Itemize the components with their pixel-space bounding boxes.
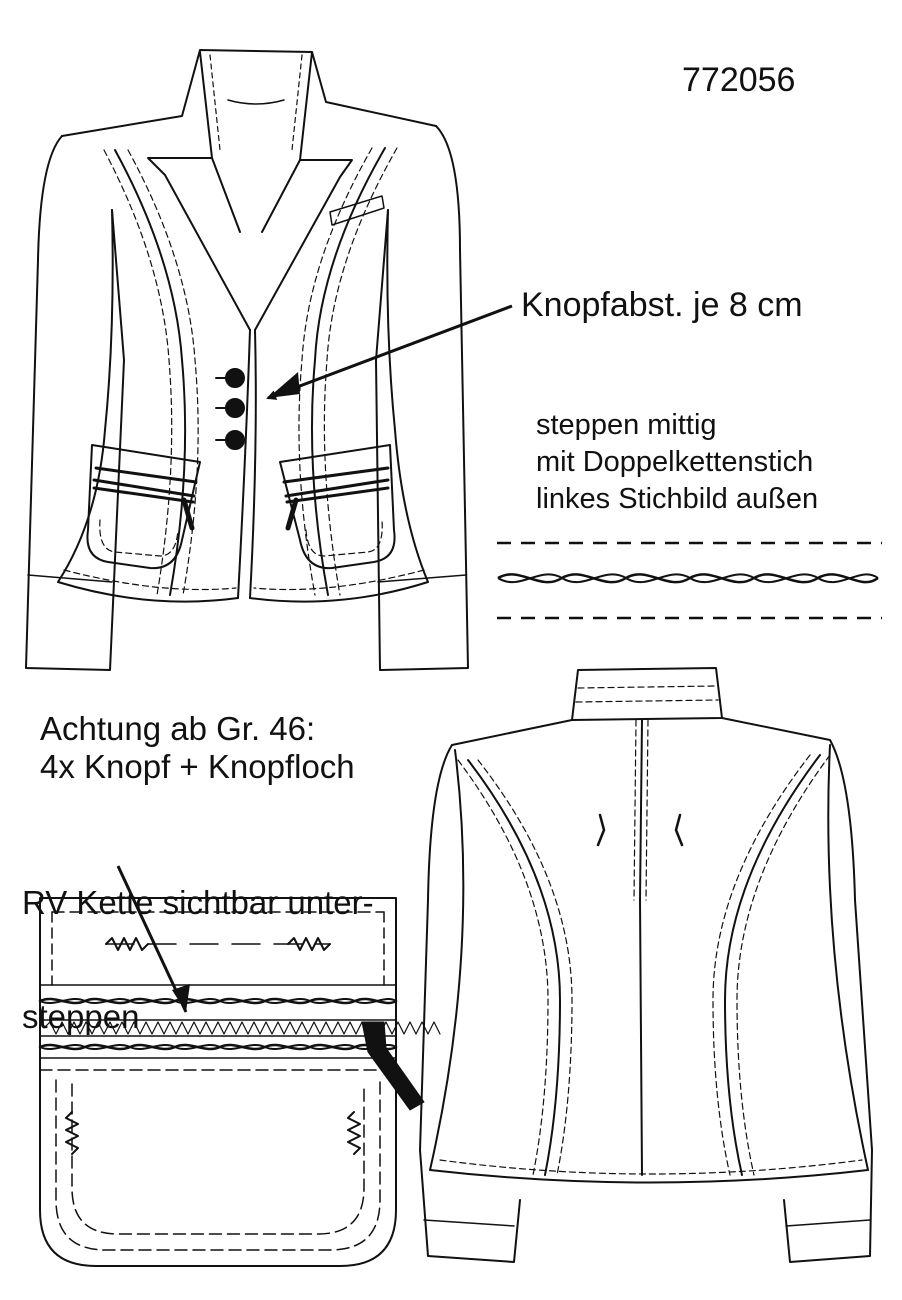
back-jacket-drawing [420,668,872,1262]
zipper-note-line: steppen [22,997,140,1035]
button-spacing-note: Knopfabst. je 8 cm [521,286,803,324]
size-note [40,710,355,786]
model-number: 772056 [682,61,796,99]
size-note-line: Achtung ab Gr. 46: [40,710,316,747]
zipper-note-line: RV Kette sichtbar unter- [22,883,374,921]
size-note-line: 4x Knopf + Knopfloch [40,747,355,785]
front-jacket-drawing [26,50,468,670]
stitch-note-line: steppen mittig [536,409,717,441]
stitch-note-line: mit Doppelkettenstich [536,446,814,479]
zipper-note [22,808,374,1074]
button-spacing-arrow [268,306,512,398]
double-chain-stitch-sample [497,543,882,618]
stitch-instruction-note [536,407,818,518]
stitch-note-line: linkes Stichbild außen [536,483,819,516]
